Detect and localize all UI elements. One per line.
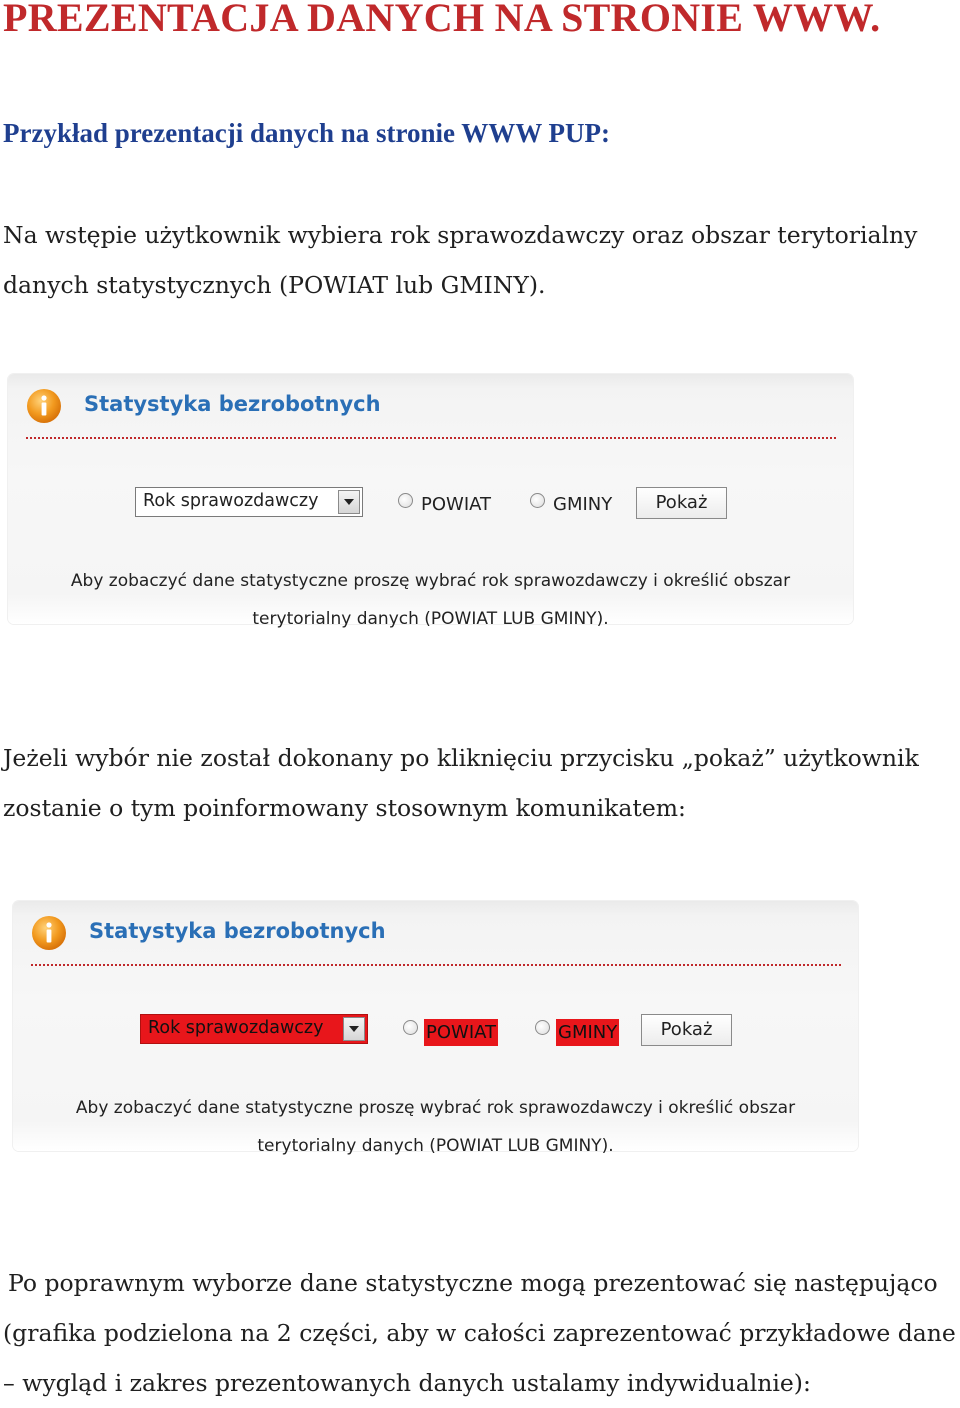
widget-title: Statystyka bezrobotnych	[84, 392, 381, 416]
info-icon	[26, 388, 62, 424]
year-select[interactable]	[140, 1014, 368, 1044]
year-select-label: Rok sprawozdawczy	[143, 491, 319, 511]
instruction-line-1: Aby zobaczyć dane statystyczne proszę wybrać rok sprawozdawczy i określić obszar	[70, 571, 791, 591]
intro-line-1: Na wstępie użytkownik wybiera rok sprawozdawczy oraz obszar terytorialny	[3, 221, 918, 249]
document-heading: PREZENTACJA DANYCH NA STRONIE WWW.	[3, 0, 881, 40]
radio-powiat-label: POWIAT	[424, 1019, 498, 1046]
radio-gminy[interactable]	[530, 493, 545, 508]
result-line-2: (grafika podzielona na 2 części, aby w całości zaprezentować przykładowe dane	[3, 1319, 956, 1347]
title-divider	[26, 437, 836, 439]
instruction-line-2: terytorialny danych (POWIAT LUB GMINY).	[252, 609, 609, 629]
stats-widget-error	[13, 901, 858, 1156]
year-select[interactable]	[135, 487, 363, 517]
radio-gminy[interactable]	[535, 1020, 550, 1035]
result-line-1: Po poprawnym wyborze dane statystyczne mogą prezentować się następująco	[8, 1269, 938, 1297]
year-select-label: Rok sprawozdawczy	[148, 1018, 324, 1038]
chevron-down-icon[interactable]	[343, 1017, 365, 1041]
instruction-line-1: Aby zobaczyć dane statystyczne proszę wybrać rok sprawozdawczy i określić obszar	[75, 1098, 796, 1118]
result-line-3: – wygląd i zakres prezentowanych danych ustalamy indywidualnie):	[3, 1369, 811, 1397]
result-paragraph	[3, 1258, 960, 1408]
radio-powiat-label: POWIAT	[421, 494, 492, 515]
document-subheading: Przykład prezentacji danych na stronie WWW PUP:	[3, 118, 610, 148]
radio-powiat[interactable]	[403, 1020, 418, 1035]
instruction-message	[8, 562, 853, 638]
validation-line-1: Jeżeli wybór nie został dokonany po kliknięciu przycisku „pokaż” użytkownik	[3, 744, 919, 772]
instruction-message	[13, 1089, 858, 1165]
widget-title: Statystyka bezrobotnych	[89, 919, 386, 943]
show-button[interactable]: Pokaż	[641, 1014, 732, 1046]
title-divider	[31, 964, 841, 966]
chevron-down-icon[interactable]	[338, 490, 360, 514]
validation-paragraph	[3, 733, 958, 833]
radio-gminy-label: GMINY	[553, 494, 613, 515]
show-button[interactable]: Pokaż	[636, 487, 727, 519]
info-icon	[31, 915, 67, 951]
validation-line-2: zostanie o tym poinformowany stosownym komunikatem:	[3, 794, 686, 822]
intro-line-2: danych statystycznych (POWIAT lub GMINY).	[3, 271, 546, 299]
radio-powiat[interactable]	[398, 493, 413, 508]
intro-paragraph	[3, 210, 958, 310]
instruction-line-2: terytorialny danych (POWIAT LUB GMINY).	[257, 1136, 614, 1156]
radio-gminy-label: GMINY	[556, 1019, 619, 1046]
stats-widget-default	[8, 374, 853, 629]
